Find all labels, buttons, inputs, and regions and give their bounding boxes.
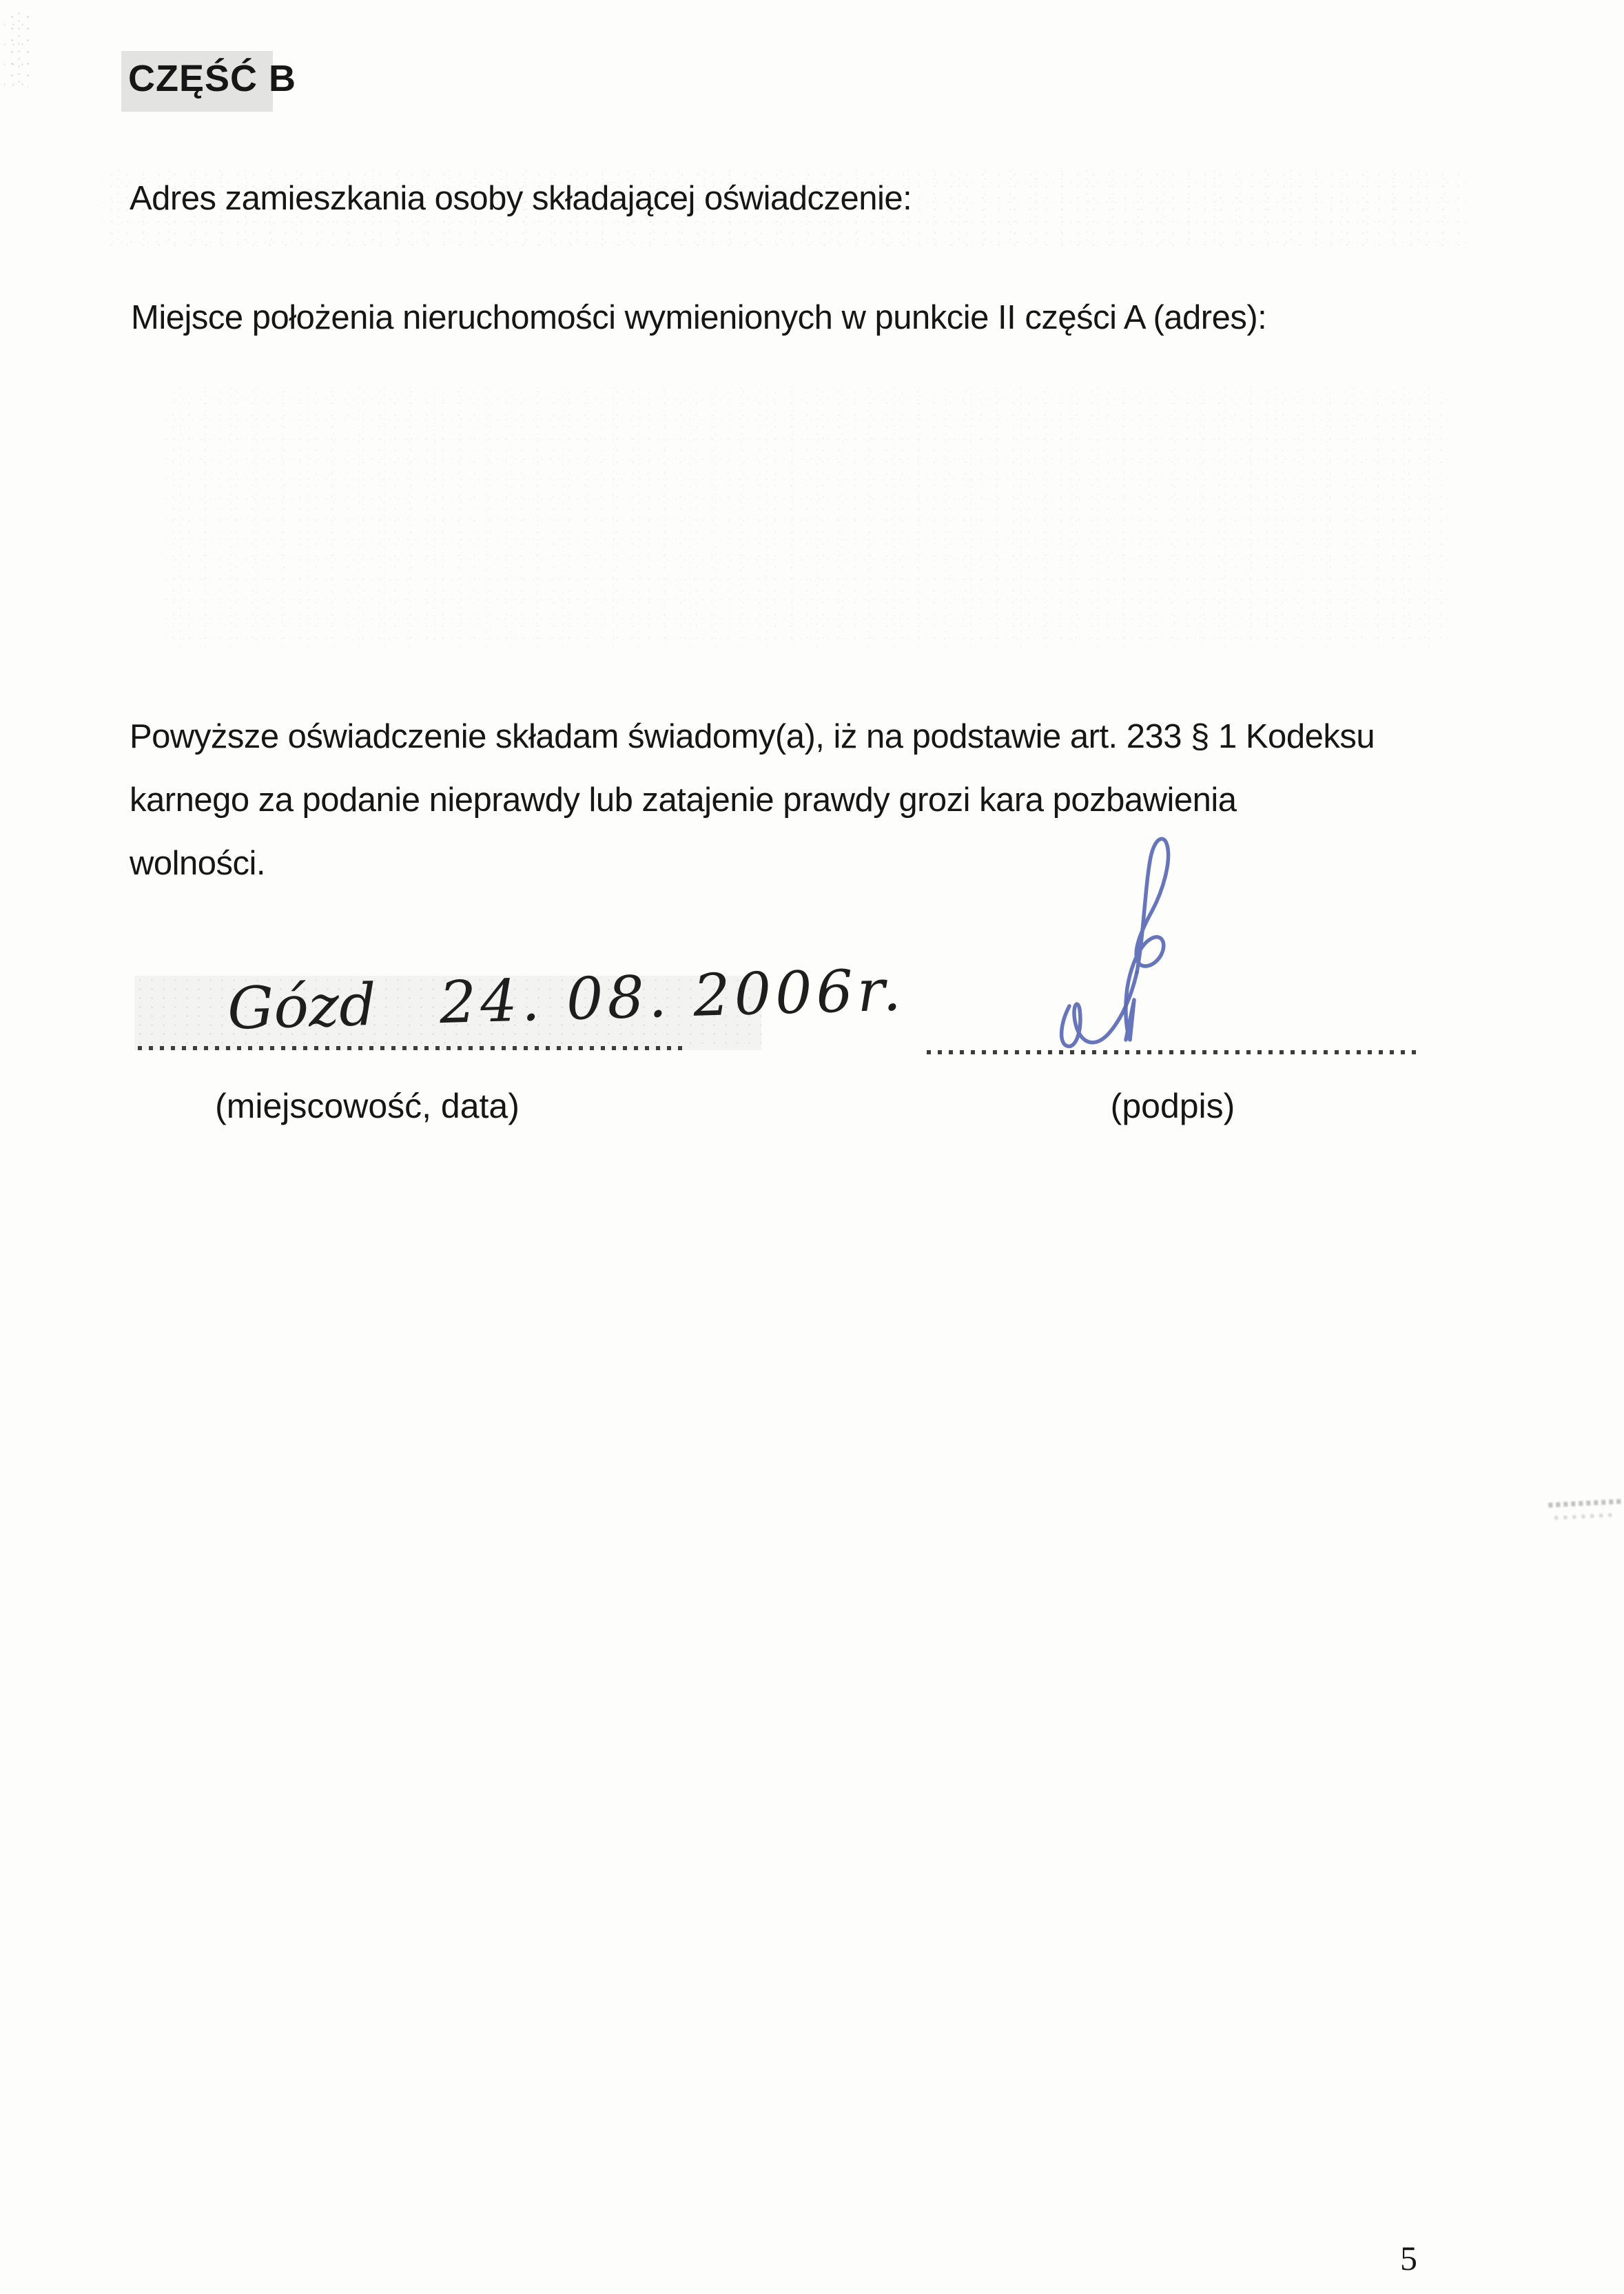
place-date-dotted-line [138,1046,682,1050]
handwritten-place: Gózd [226,970,378,1043]
scan-noise-band [165,386,1447,648]
signature-dotted-line [927,1050,1421,1054]
residence-address-label: Adres zamieszkania osoby składającej oświadczenie: [130,180,912,217]
section-heading: CZĘŚĆ B [128,58,297,99]
handwritten-date: 24. 08. 2006r. [438,956,906,1037]
page-number: 5 [1400,2239,1417,2277]
signature-ink [1053,832,1177,1053]
place-date-caption: (miejscowość, data) [215,1087,520,1125]
signature-caption: (podpis) [1110,1087,1235,1125]
scan-artifact-smudge [1548,1495,1623,1530]
oath-line-2: karnego za podanie nieprawdy lub zatajenie prawdy grozi kara pozbawienia [130,781,1237,819]
property-location-label: Miejsce położenia nieruchomości wymienionych w punkcie II części A (adres): [131,299,1267,336]
scan-noise-corner [4,11,29,87]
oath-line-1: Powyższe oświadczenie składam świadomy(a), iż na podstawie art. 233 § 1 Kodeksu [130,718,1375,755]
handwritten-place-date [226,956,906,1043]
oath-line-3: wolności. [130,845,266,882]
